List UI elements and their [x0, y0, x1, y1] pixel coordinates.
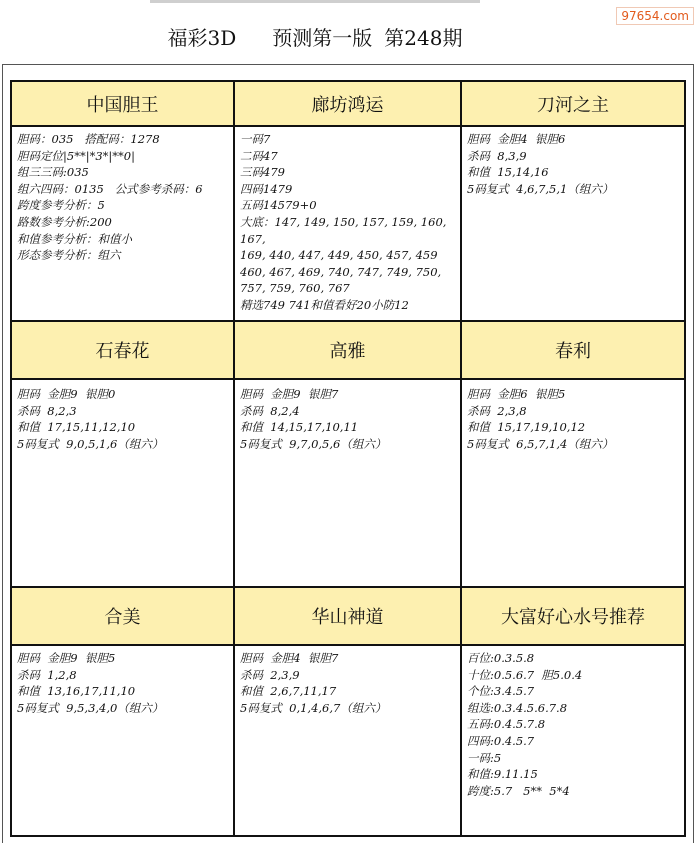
title-lottery: 福彩3D — [167, 26, 237, 50]
cell-line: 460, 467, 469, 740, 747, 749, 750, — [240, 264, 442, 279]
cell-line: 精选749 741和值看好20小防12 — [240, 297, 409, 312]
cell-line: 杀码 1,2,8 — [17, 667, 77, 682]
cell-header-langfang: 廊坊鸿运 — [235, 82, 462, 127]
cell-line: 胆码 金胆9 银胆0 — [17, 387, 116, 401]
cell-line: 胆码定位|5**|*3*|**0| — [17, 148, 135, 163]
title-edition: 预测第一版 — [272, 26, 373, 50]
page-title — [0, 22, 630, 51]
cell-line: 四码:0.4.5.7 — [467, 733, 535, 748]
cell-line: 杀码 8,3,9 — [467, 148, 527, 163]
cell-line: 5码复式 4,6,7,5,1（组六） — [467, 181, 614, 196]
cell-line: 组三三码:035 — [17, 165, 89, 180]
cell-line: 大底：147, 149, 150, 157, 159, 160, 167, — [240, 214, 451, 246]
cell-line: 跨度:5.7 5** 5*4 — [467, 783, 570, 798]
cell-line: 杀码 8,2,4 — [240, 403, 300, 418]
cell-line: 胆码 金胆6 银胆5 — [467, 387, 566, 401]
cell-body-shichunhua — [12, 380, 235, 588]
cell-line: 杀码 2,3,9 — [240, 667, 300, 682]
cell-line: 四码1479 — [240, 181, 293, 196]
cell-line: 5码复式 6,5,7,1,4（组六） — [467, 436, 614, 451]
cell-line: 跨度参考分析：5 — [17, 198, 105, 213]
cell-line: 胆码 金胆4 银胆7 — [240, 651, 339, 665]
cell-line: 形态参考分析：组六 — [17, 248, 121, 263]
cell-line: 十位:0.5.6.7 胆5.0.4 — [467, 667, 583, 682]
cell-line: 和值 13,16,17,11,10 — [17, 684, 136, 699]
cell-line: 组选:0.3.4.5.6.7.8 — [467, 700, 568, 715]
cell-line: 三码479 — [240, 165, 285, 180]
cell-line: 和值 14,15,17,10,11 — [240, 420, 359, 435]
cell-line: 个位:3.4.5.7 — [467, 684, 535, 699]
cell-header-huashan: 华山神道 — [235, 588, 462, 646]
cell-header-daohe: 刀河之主 — [462, 82, 684, 127]
cell-line: 5码复式 0,1,4,6,7（组六） — [240, 700, 387, 715]
cell-header-shichunhua: 石春花 — [12, 322, 235, 380]
cell-line: 一码7 — [240, 132, 271, 146]
cell-body-langfang — [235, 127, 462, 322]
cell-line: 杀码 2,3,8 — [467, 403, 527, 418]
cell-body-gaoya — [235, 380, 462, 588]
prediction-table — [10, 80, 686, 837]
cell-body-huashan — [235, 646, 462, 835]
cell-body-chunli — [462, 380, 684, 588]
cell-header-dafu: 大富好心水号推荐 — [462, 588, 684, 646]
cell-header-zhongguo: 中国胆王 — [12, 82, 235, 127]
cell-line: 和值:9.11.15 — [467, 767, 538, 782]
cell-line: 和值 15,14,16 — [467, 165, 549, 180]
cell-line: 5码复式 9,0,5,1,6（组六） — [17, 436, 164, 451]
cell-line: 757, 759, 760, 767 — [240, 281, 350, 296]
top-divider — [150, 0, 480, 3]
cell-line: 百位:0.3.5.8 — [467, 651, 535, 665]
cell-line: 169, 440, 447, 449, 450, 457, 459 — [240, 248, 438, 263]
cell-line: 路数参考分析:200 — [17, 214, 112, 229]
site-watermark: 97654.com — [616, 7, 694, 25]
cell-line: 胆码 金胆4 银胆6 — [467, 132, 566, 146]
cell-line: 和值参考分析：和值小 — [17, 231, 132, 246]
cell-line: 5码复式 9,7,0,5,6（组六） — [240, 436, 387, 451]
cell-header-gaoya: 高雅 — [235, 322, 462, 380]
cell-line: 胆码 金胆9 银胆7 — [240, 387, 339, 401]
cell-body-zhongguo — [12, 127, 235, 322]
cell-line: 5码复式 9,5,3,4,0（组六） — [17, 700, 164, 715]
cell-body-daohe — [462, 127, 684, 322]
cell-line: 和值 15,17,19,10,12 — [467, 420, 586, 435]
cell-line: 胆码：035 搭配码：1278 — [17, 132, 160, 146]
cell-body-hemei — [12, 646, 235, 835]
cell-line: 杀码 8,2,3 — [17, 403, 77, 418]
cell-line: 和值 2,6,7,11,17 — [240, 684, 337, 699]
cell-line: 组六四码：0135 公式参考杀码：6 — [17, 181, 203, 196]
cell-line: 五码:0.4.5.7.8 — [467, 717, 546, 732]
cell-line: 五码14579+0 — [240, 198, 317, 213]
cell-body-dafu — [462, 646, 684, 835]
cell-header-hemei: 合美 — [12, 588, 235, 646]
cell-line: 一码:5 — [467, 750, 502, 765]
cell-line: 二码47 — [240, 148, 278, 163]
cell-line: 和值 17,15,11,12,10 — [17, 420, 136, 435]
cell-header-chunli: 春利 — [462, 322, 684, 380]
cell-line: 胆码 金胆9 银胆5 — [17, 651, 116, 665]
title-issue: 第248期 — [384, 26, 463, 50]
